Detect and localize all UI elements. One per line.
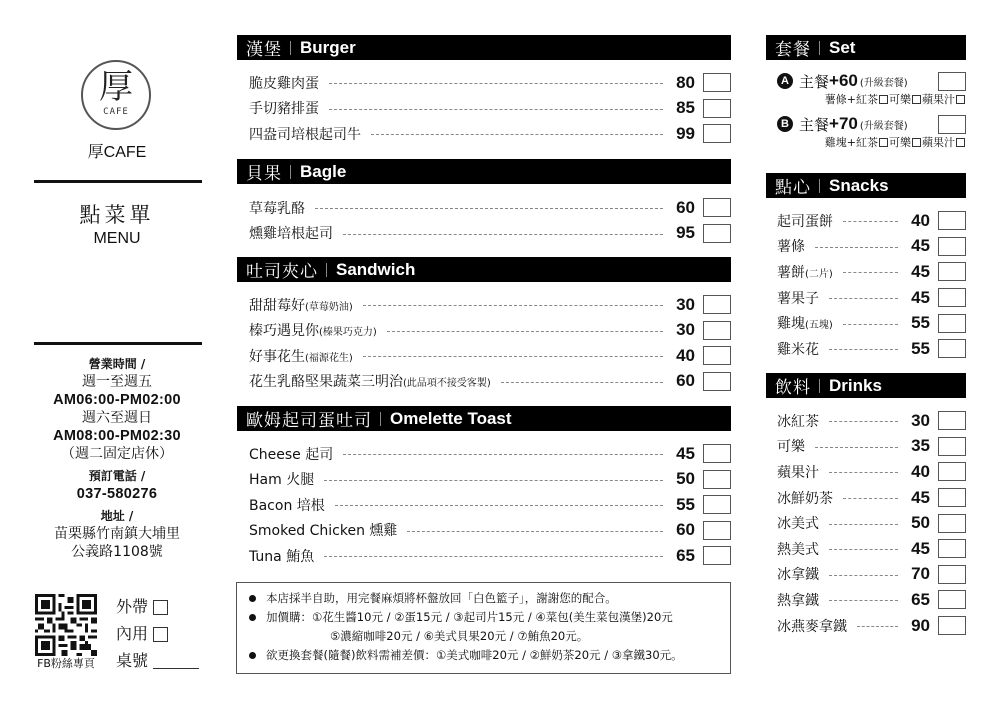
- menu-item: [766, 285, 966, 311]
- item-name-wrap: [777, 539, 819, 559]
- item-name-wrap: [777, 411, 819, 431]
- item-name: 手切豬排蛋: [249, 101, 319, 118]
- quantity-box[interactable]: [703, 546, 731, 565]
- item-price: 55: [911, 313, 930, 333]
- item-name-wrap: [777, 488, 833, 508]
- item-name-wrap: [249, 198, 305, 218]
- quantity-box[interactable]: [703, 372, 731, 391]
- item-price: 85: [676, 98, 695, 118]
- section-bagle: [237, 159, 731, 246]
- quantity-box[interactable]: [938, 115, 966, 134]
- menu-item: [766, 562, 966, 588]
- store-info: [30, 355, 204, 561]
- takeout-option[interactable]: [116, 597, 168, 617]
- item-note: (二片): [805, 268, 833, 280]
- set-option: [766, 113, 966, 135]
- dine-in-option[interactable]: [116, 624, 168, 644]
- menu-item: [766, 310, 966, 336]
- section-header: [766, 173, 966, 198]
- item-price: 30: [676, 320, 695, 340]
- dotted-leader: [324, 480, 663, 481]
- menu-item: [237, 492, 731, 518]
- section-title-en: Omelette Toast: [390, 408, 512, 428]
- item-name-wrap: [777, 211, 833, 231]
- item-name: Tuna 鮪魚: [249, 548, 315, 565]
- section-drinks: [766, 373, 966, 638]
- dotted-leader: [829, 472, 898, 473]
- divider: [34, 342, 202, 345]
- item-price: 60: [676, 371, 695, 391]
- address-line-1: 苗栗縣竹南鎮大埔里: [54, 526, 180, 542]
- item-name: 蘋果汁: [777, 464, 819, 481]
- menu-item: [766, 208, 966, 234]
- item-name: Ham 火腿: [249, 472, 315, 489]
- quantity-box[interactable]: [938, 339, 966, 358]
- section-title-zh: 點心: [775, 178, 811, 198]
- section-title-zh: 漢堡: [246, 40, 282, 60]
- quantity-box[interactable]: [703, 224, 731, 243]
- menu-item: [766, 259, 966, 285]
- dotted-leader: [329, 109, 663, 110]
- quantity-box[interactable]: [703, 470, 731, 489]
- item-name-wrap: [777, 339, 819, 359]
- item-name: 花生乳酪堅果蔬菜三明治: [249, 374, 403, 391]
- quantity-box[interactable]: [938, 411, 966, 430]
- menu-item: [766, 434, 966, 460]
- dotted-leader: [829, 575, 898, 576]
- separator: [819, 379, 820, 393]
- set-drink-choices: [766, 135, 966, 151]
- item-name: 榛巧遇見你: [249, 323, 319, 340]
- item-note: (草莓奶油): [305, 301, 353, 313]
- item-name-wrap: [249, 469, 314, 489]
- dotted-leader: [329, 83, 663, 84]
- item-name-wrap: [249, 223, 333, 243]
- item-name-wrap: [777, 462, 819, 482]
- quantity-box[interactable]: [938, 488, 966, 507]
- logo-subtext: CAFE: [103, 107, 129, 117]
- item-name: 熱拿鐵: [777, 592, 819, 609]
- dotted-leader: [815, 247, 898, 248]
- item-name: 雞塊: [777, 316, 805, 333]
- logo-glyph: 厚: [99, 67, 133, 107]
- quantity-box[interactable]: [703, 346, 731, 365]
- item-name: 冰燕麥拿鐵: [777, 618, 847, 635]
- item-name: Smoked Chicken 燻雞: [249, 523, 398, 540]
- item-price: 50: [911, 513, 930, 533]
- section-title-zh: 吐司夾心: [246, 262, 318, 282]
- menu-item: [237, 543, 731, 569]
- item-note: (五塊): [805, 320, 833, 332]
- dotted-leader: [324, 556, 663, 557]
- item-name: Bacon 培根: [249, 497, 325, 514]
- item-name-wrap: [777, 262, 833, 282]
- item-note: (此品項不接受客製): [403, 378, 491, 390]
- menu-item: [237, 369, 731, 395]
- table-number-label: 桌號: [116, 651, 149, 670]
- note-text: 欲更換套餐(隨餐)飲料需補差價：①美式咖啡20元 / ②鮮奶茶20元 / ③拿鐵30元。: [266, 648, 683, 662]
- dotted-leader: [815, 447, 898, 448]
- item-name-wrap: [249, 98, 319, 118]
- address-label: 地址 /: [100, 509, 134, 523]
- section-title-en: Set: [829, 37, 856, 57]
- dotted-leader: [857, 626, 898, 627]
- menu-item: [237, 221, 731, 247]
- set-option: [766, 70, 966, 92]
- weekday-hours: AM06:00-PM02:00: [53, 392, 181, 408]
- dotted-leader: [829, 349, 898, 350]
- item-name-wrap: [777, 236, 805, 256]
- separator: [819, 179, 820, 193]
- quantity-box[interactable]: [938, 616, 966, 635]
- note-item: [249, 646, 730, 665]
- note-text-continued: ⑤濃縮咖啡20元 / ⑥美式貝果20元 / ⑦鮪魚20元。: [330, 629, 589, 643]
- item-price: 45: [676, 443, 695, 463]
- item-name-wrap: [777, 436, 805, 456]
- set-note: (升級套餐): [859, 77, 908, 89]
- item-name-wrap: [249, 546, 314, 566]
- drink-option-label: 紅茶: [856, 93, 878, 106]
- menu-item: [766, 234, 966, 260]
- separator: [380, 412, 381, 426]
- item-price: 60: [676, 520, 695, 540]
- dotted-leader: [371, 134, 663, 135]
- item-price: 45: [911, 261, 930, 281]
- weekend-hours: AM08:00-PM02:30: [53, 428, 181, 444]
- item-name: 冰鮮奶茶: [777, 490, 833, 507]
- item-price: 70: [911, 564, 930, 584]
- dotted-leader: [829, 600, 898, 601]
- logo: [81, 60, 151, 130]
- item-name: 四盎司培根起司牛: [249, 126, 361, 143]
- quantity-box[interactable]: [703, 521, 731, 540]
- item-price: 55: [911, 338, 930, 358]
- brand-name: 厚CAFE: [87, 144, 147, 161]
- quantity-box[interactable]: [938, 565, 966, 584]
- section-title-zh: 飲料: [775, 378, 811, 398]
- note-text: 本店採半自助，用完餐麻煩將杯盤放回「白色籃子」，謝謝您的配合。: [266, 591, 617, 605]
- item-name: 薯果子: [777, 290, 819, 307]
- dotted-leader: [343, 454, 663, 455]
- item-price: 40: [676, 345, 695, 365]
- menu-item: [237, 121, 731, 147]
- drink-checkbox[interactable]: [912, 138, 921, 147]
- drink-option-label: 可樂: [889, 136, 911, 149]
- item-price: 90: [911, 615, 930, 635]
- dotted-leader: [363, 305, 663, 306]
- menu-title: 點菜單: [79, 203, 155, 227]
- bullet-icon: [249, 614, 256, 621]
- quantity-box[interactable]: [938, 590, 966, 609]
- dotted-leader: [343, 234, 663, 235]
- menu-item: [237, 467, 731, 493]
- item-name: Cheese 起司: [249, 446, 334, 463]
- quantity-box[interactable]: [938, 514, 966, 533]
- dotted-leader: [335, 505, 663, 506]
- section-omelette: [237, 406, 731, 569]
- separator: [290, 41, 291, 55]
- menu-item: [237, 96, 731, 122]
- item-price: 45: [911, 487, 930, 507]
- separator: [819, 41, 820, 55]
- item-name: 甜甜莓好: [249, 297, 305, 314]
- dotted-leader: [387, 331, 663, 332]
- menu-item: [766, 485, 966, 511]
- section-header: [237, 406, 731, 431]
- menu-item: [237, 318, 731, 344]
- item-price: 80: [676, 72, 695, 92]
- item-price: 40: [911, 461, 930, 481]
- dotted-leader: [843, 498, 898, 499]
- item-name-wrap: [777, 616, 847, 636]
- item-price: 95: [676, 223, 695, 243]
- quantity-box[interactable]: [938, 437, 966, 456]
- set-price: +70: [829, 114, 858, 133]
- takeout-label: 外帶: [116, 597, 149, 616]
- quantity-box[interactable]: [703, 321, 731, 340]
- dotted-leader: [315, 208, 663, 209]
- menu-item: [766, 408, 966, 434]
- section-header: [237, 257, 731, 282]
- notes-box: [236, 582, 731, 674]
- item-name: 熱美式: [777, 541, 819, 558]
- dotted-leader: [829, 524, 898, 525]
- menu-item: [237, 292, 731, 318]
- item-name: 冰拿鐵: [777, 567, 819, 584]
- drink-checkbox[interactable]: [956, 95, 965, 104]
- dotted-leader: [843, 324, 898, 325]
- item-name-wrap: [249, 346, 353, 366]
- item-name-wrap: [777, 313, 833, 333]
- item-name: 起司蛋餅: [777, 213, 833, 230]
- drink-checkbox[interactable]: [912, 95, 921, 104]
- item-name: 可樂: [777, 439, 805, 456]
- section-title-en: Drinks: [829, 375, 882, 395]
- bullet-icon: [249, 652, 256, 659]
- section-header: [237, 159, 731, 184]
- section-header: [766, 373, 966, 398]
- item-name-wrap: [777, 564, 819, 584]
- separator: [290, 165, 291, 179]
- drink-option-label: 可樂: [889, 93, 911, 106]
- item-price: 45: [911, 287, 930, 307]
- item-price: 65: [911, 589, 930, 609]
- dotted-leader: [843, 272, 898, 273]
- item-price: 30: [676, 294, 695, 314]
- menu-item: [766, 536, 966, 562]
- dotted-leader: [843, 221, 898, 222]
- item-price: 40: [911, 210, 930, 230]
- quantity-box[interactable]: [703, 444, 731, 463]
- bullet-icon: [249, 595, 256, 602]
- set-price: +60: [829, 71, 858, 90]
- item-name-wrap: [249, 320, 377, 340]
- menu-item: [237, 195, 731, 221]
- item-name: 草莓乳酪: [249, 200, 305, 217]
- qr-caption: FB粉絲專頁: [37, 657, 95, 670]
- drink-option-label: 蘋果汁: [922, 136, 955, 149]
- hours-label: 營業時間 /: [88, 357, 146, 371]
- dine-in-label: 內用: [116, 624, 149, 643]
- item-name-wrap: [249, 295, 353, 315]
- dotted-leader: [501, 382, 663, 383]
- dotted-leader: [407, 531, 663, 532]
- item-price: 45: [911, 236, 930, 256]
- menu-item: [237, 441, 731, 467]
- quantity-box[interactable]: [703, 495, 731, 514]
- menu-item: [237, 343, 731, 369]
- drink-checkbox[interactable]: [879, 95, 888, 104]
- drink-option-label: 紅茶: [856, 136, 878, 149]
- qr-code-icon[interactable]: [35, 594, 97, 656]
- note-item: [249, 608, 730, 627]
- item-name: 薯條: [777, 239, 805, 256]
- menu-subtitle: MENU: [93, 230, 141, 247]
- section-title-en: Bagle: [300, 161, 347, 181]
- drink-checkbox[interactable]: [956, 138, 965, 147]
- item-price: 30: [911, 410, 930, 430]
- section-header: [237, 35, 731, 60]
- set-drink-choices: [766, 92, 966, 108]
- quantity-box[interactable]: [938, 211, 966, 230]
- item-price: 65: [676, 545, 695, 565]
- section-header: [766, 35, 966, 60]
- item-price: 35: [911, 436, 930, 456]
- item-name-wrap: [249, 73, 319, 93]
- set-badge-icon: B: [777, 116, 793, 132]
- item-name: 薯餅: [777, 264, 805, 281]
- dotted-leader: [363, 356, 663, 357]
- set-note: (升級套餐): [859, 120, 908, 132]
- item-name-wrap: [249, 124, 361, 144]
- menu-item: [766, 587, 966, 613]
- item-price: 55: [676, 494, 695, 514]
- item-name-wrap: [777, 513, 819, 533]
- item-name-wrap: [249, 444, 333, 464]
- closed-day: （週二固定店休）: [61, 446, 173, 462]
- quantity-box[interactable]: [938, 288, 966, 307]
- item-price: 45: [911, 538, 930, 558]
- section-title-zh: 貝果: [246, 164, 282, 184]
- item-name-wrap: [777, 288, 819, 308]
- menu-item: [237, 70, 731, 96]
- set-main-label: 主餐: [799, 72, 830, 91]
- separator: [326, 263, 327, 277]
- item-price: 60: [676, 197, 695, 217]
- table-number-field[interactable]: [116, 651, 199, 671]
- item-name-wrap: [249, 520, 397, 540]
- section-burger: [237, 35, 731, 147]
- section-title-en: Snacks: [829, 175, 889, 195]
- dotted-leader: [829, 298, 898, 299]
- item-name: 脆皮雞肉蛋: [249, 75, 319, 92]
- phone-label: 預訂電話 /: [88, 469, 146, 483]
- set-side: 薯條+: [824, 93, 856, 106]
- quantity-box[interactable]: [703, 73, 731, 92]
- item-name: 冰美式: [777, 516, 819, 533]
- drink-checkbox[interactable]: [879, 138, 888, 147]
- item-note: (榛果巧克力): [319, 327, 377, 339]
- section-set: [766, 35, 966, 151]
- weekday-label: 週一至週五: [82, 374, 152, 390]
- item-name-wrap: [777, 590, 819, 610]
- note-item: [249, 589, 730, 608]
- menu-item: [766, 510, 966, 536]
- dotted-leader: [829, 549, 898, 550]
- section-snacks: [766, 173, 966, 362]
- item-name: 雞米花: [777, 341, 819, 358]
- takeout-checkbox[interactable]: [153, 600, 168, 615]
- item-name-wrap: [249, 371, 491, 391]
- set-main-label: 主餐: [799, 115, 830, 134]
- quantity-box[interactable]: [938, 72, 966, 91]
- menu-item: [766, 613, 966, 639]
- quantity-box[interactable]: [938, 539, 966, 558]
- quantity-box[interactable]: [938, 262, 966, 281]
- table-number-input[interactable]: [153, 653, 199, 669]
- quantity-box[interactable]: [938, 237, 966, 256]
- dotted-leader: [829, 421, 898, 422]
- item-name-wrap: [249, 495, 325, 515]
- section-sandwich: [237, 257, 731, 394]
- quantity-box[interactable]: [703, 99, 731, 118]
- set-badge-icon: A: [777, 73, 793, 89]
- item-name: 燻雞培根起司: [249, 226, 333, 243]
- menu-item: [766, 336, 966, 362]
- quantity-box[interactable]: [703, 198, 731, 217]
- drink-option-label: 蘋果汁: [922, 93, 955, 106]
- section-title-zh: 套餐: [775, 40, 811, 60]
- quantity-box[interactable]: [938, 462, 966, 481]
- menu-item: [237, 518, 731, 544]
- menu-item: [766, 459, 966, 485]
- note-text: 加價購：①花生醬10元 / ②蛋15元 / ③起司片15元 / ④菜包(美生菜包漢堡)20元: [266, 610, 673, 624]
- weekend-label: 週六至週日: [82, 410, 152, 426]
- section-title-zh: 歐姆起司蛋吐司: [246, 411, 372, 431]
- section-title-en: Sandwich: [336, 259, 416, 279]
- quantity-box[interactable]: [703, 295, 731, 314]
- phone-number[interactable]: 037-580276: [76, 486, 158, 502]
- section-title-en: Burger: [300, 37, 356, 57]
- dine-in-checkbox[interactable]: [153, 627, 168, 642]
- quantity-box[interactable]: [703, 124, 731, 143]
- divider: [34, 180, 202, 183]
- address-line-2: 公義路1108號: [71, 544, 163, 560]
- item-price: 99: [676, 123, 695, 143]
- item-name: 好事花生: [249, 348, 305, 365]
- quantity-box[interactable]: [938, 314, 966, 333]
- set-side: 雞塊+: [824, 136, 856, 149]
- item-price: 50: [676, 469, 695, 489]
- item-note: (福源花生): [305, 352, 353, 364]
- item-name: 冰紅茶: [777, 413, 819, 430]
